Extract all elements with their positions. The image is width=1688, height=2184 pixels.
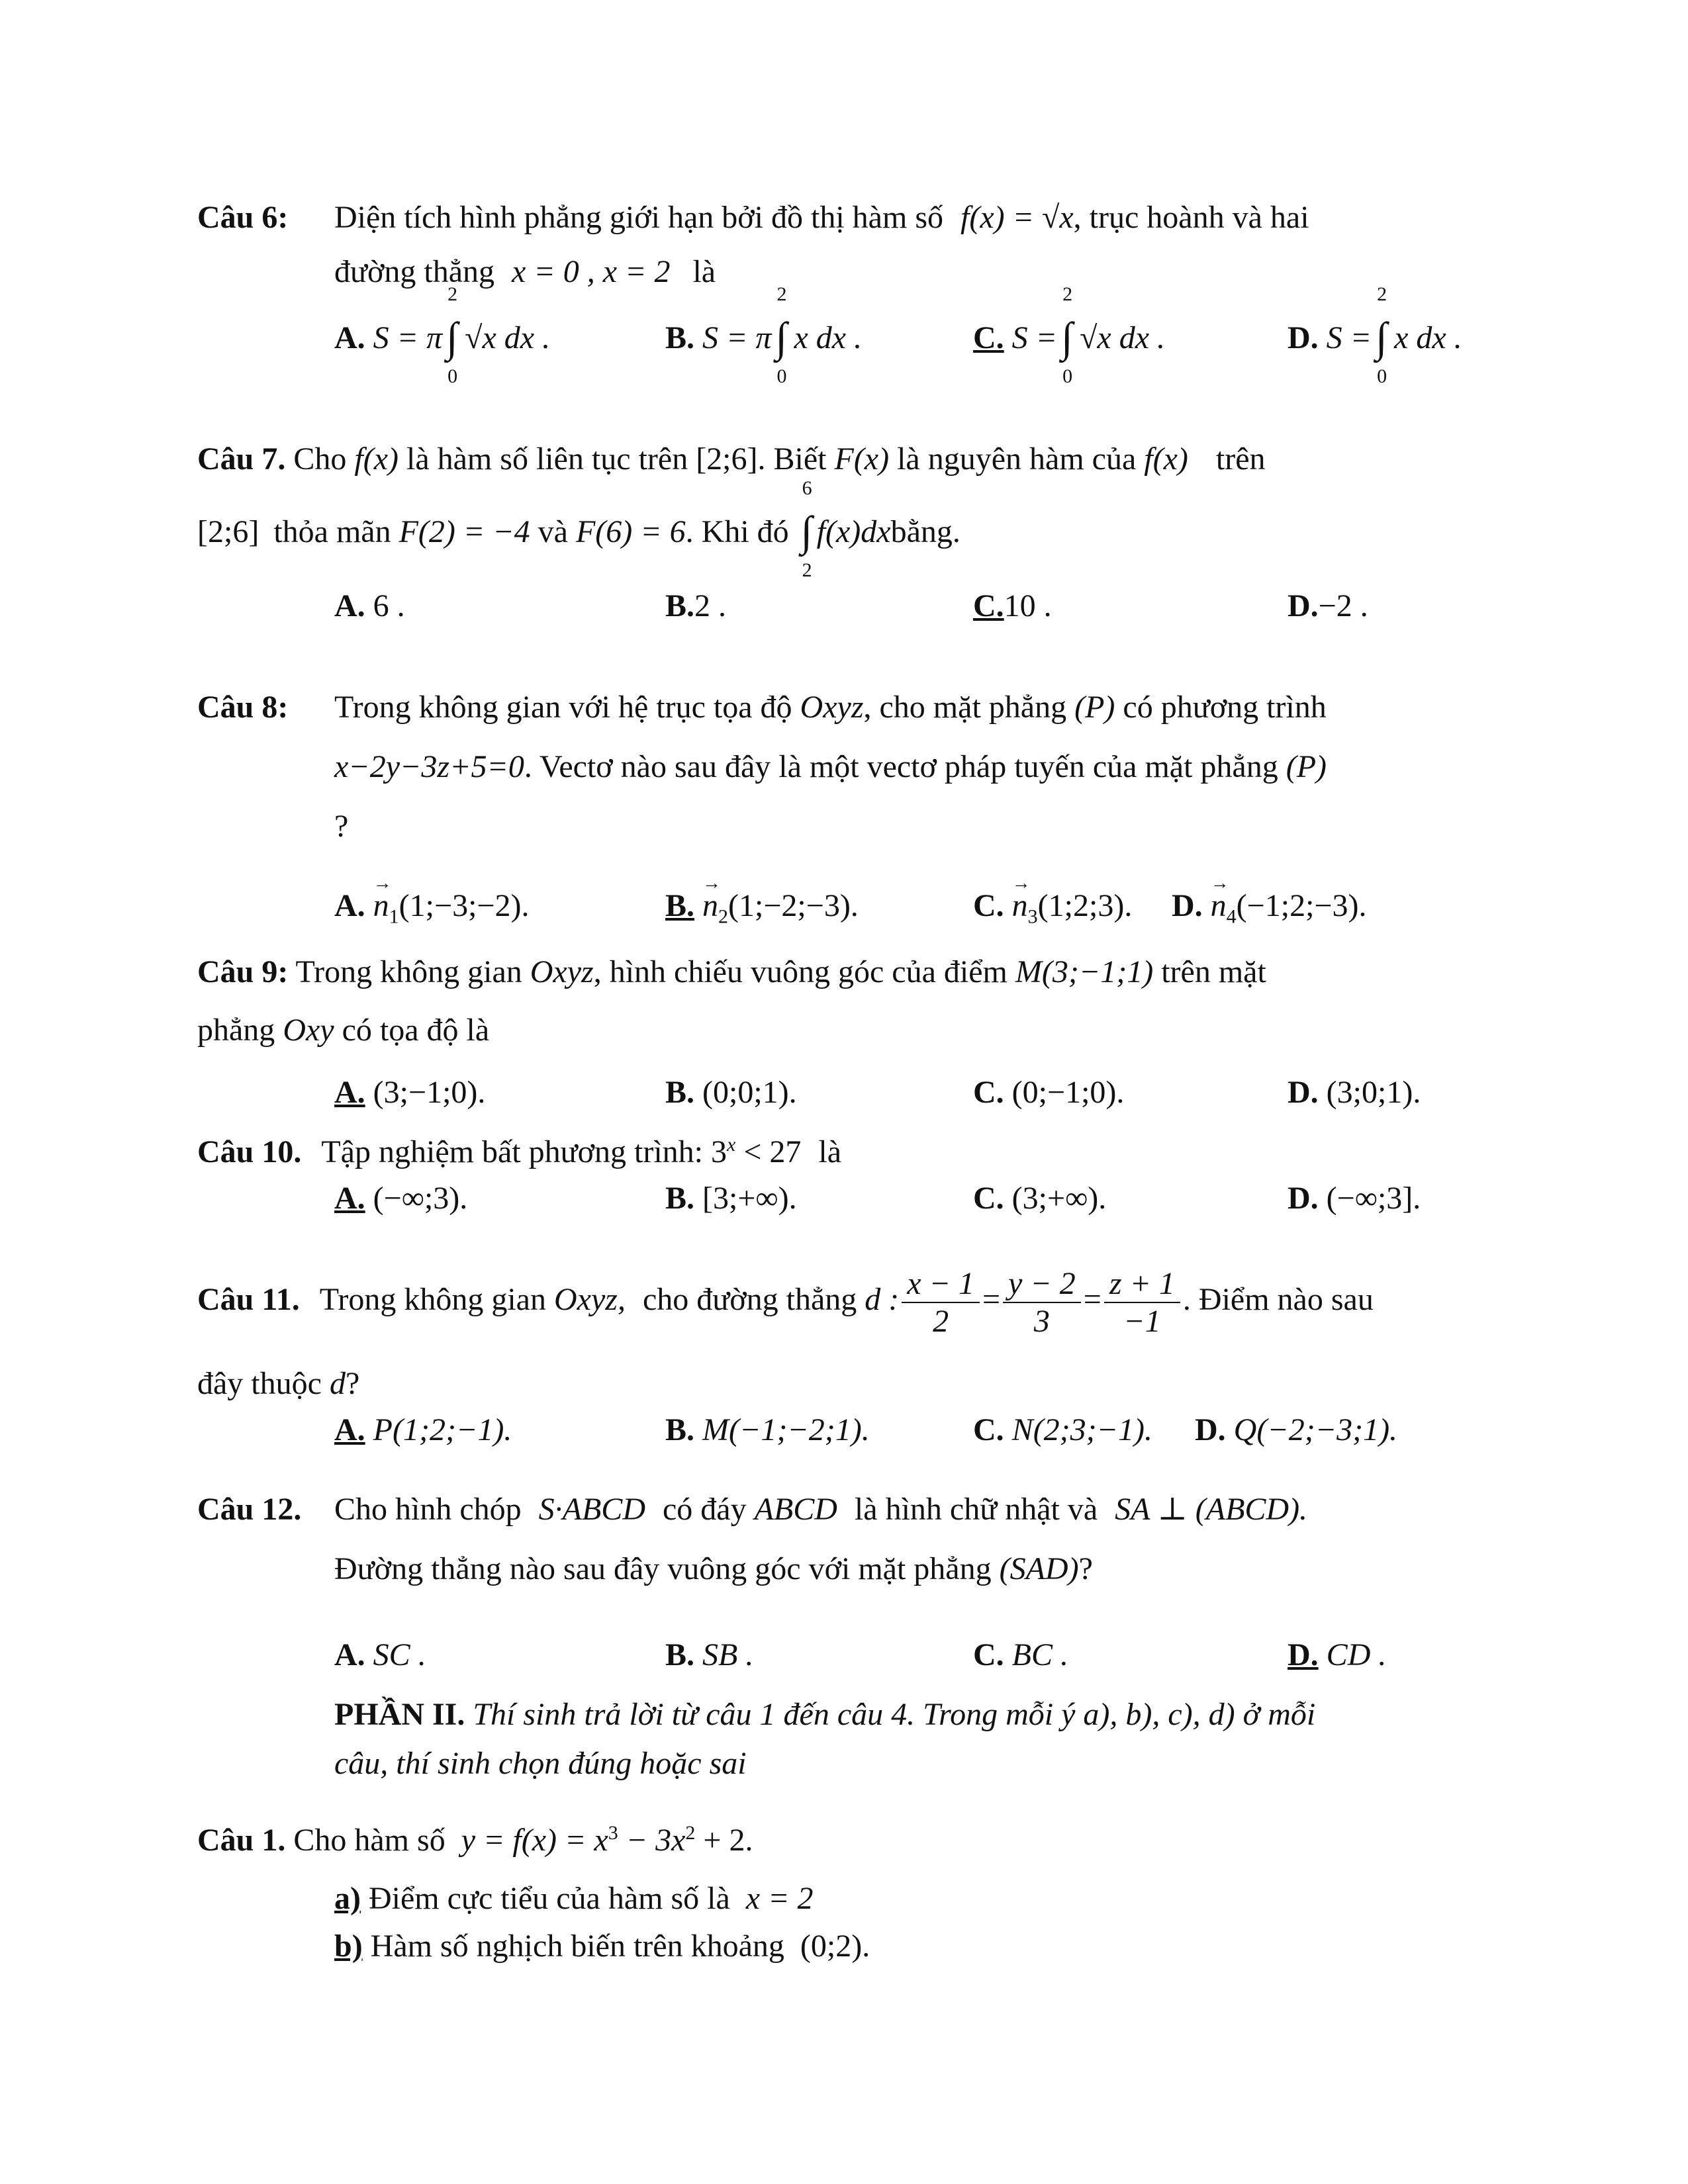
part-2-heading: PHẦN II. Thí sinh trả lời từ câu 1 đến câu 4. Trong mỗi ý a), b), c), d) ở mỗi bbox=[334, 1697, 1316, 1732]
question-12-line2: Đường thẳng nào sau đây vuông góc với mặt phẳng (SAD)? bbox=[334, 1551, 1093, 1586]
option-b[interactable]: B.2 . bbox=[665, 588, 727, 623]
question-stem: Diện tích hình phẳng giới hạn bởi đồ thị hàm số f(x) = √x, trục hoành và hai bbox=[334, 200, 1309, 235]
option-c[interactable]: C. (0;−1;0). bbox=[973, 1075, 1125, 1110]
option-d[interactable]: D. → $n_4(-1;2;-3)$. bbox=[1172, 887, 1366, 929]
question-10: Câu 10. Tập nghiệm bất phương trình: 3$^x$ < 27 là bbox=[197, 1134, 842, 1169]
option-d[interactable]: D. (−∞;3]. bbox=[1288, 1181, 1421, 1216]
option-a[interactable]: A. (3;−1;0). bbox=[334, 1075, 486, 1110]
question-9-line2: phẳng Oxy có tọa độ là bbox=[197, 1013, 490, 1048]
q6-options bbox=[334, 283, 1489, 387]
q12-options bbox=[334, 1636, 1489, 1682]
option-b[interactable]: B. (0;0;1). bbox=[665, 1075, 797, 1110]
option-d[interactable]: D. (3;0;1). bbox=[1288, 1075, 1421, 1110]
q11-options bbox=[334, 1411, 1489, 1457]
question-8: Câu 8: Trong không gian với hệ trục tọa độ Oxyz, cho mặt phẳng (P) có phương trình bbox=[197, 690, 1327, 725]
option-a[interactable]: A. SC . bbox=[334, 1637, 426, 1672]
option-a[interactable]: A. P(1;2;−1). bbox=[334, 1412, 512, 1447]
q7-options bbox=[334, 587, 1489, 633]
option-c[interactable]: C. → $n_3(1;2;3)$. bbox=[973, 887, 1132, 929]
option-d[interactable]: D. CD . bbox=[1288, 1637, 1387, 1672]
exam-page: Câu 6: Diện tích hình phẳng giới hạn bởi đồ thị hàm số f(x) = √x, trục hoành và hai đường thẳng x = 0 , x = 2 là A. S = π 2 ∫ 0 √x dx . B. S = π 2 ∫ 0 x dx . C. S = 2 ∫ 0 √x dx . D. S = 2 ∫ 0 x dx . Câu 7. Cho f(x) là hàm số liên tục trên [2;6]. Biết F(x) là nguyên hàm của f(x) trên [2;6] thỏa mãn F(2) = −4 và F(6) = 6. Khi đó 6 ∫ 2 f(x)dxbằng. A. 6 . B.2 . C.10 . D.−2 . Câu 8: Trong không gian với hệ trục tọa độ Oxyz, cho mặt phẳng (P) có phương trình x−2y−3z+5=0. Vectơ nào sau đây là một vectơ pháp tuyến của mặt phẳng (P) ? A. → $n_1(1;-3;-2)$. B. → $n_2(1;-2;-3)$. C. → $n_3(1;2;3)$. D. → $n_4(-1;2;-3)$. Câu 9: Trong không gian Oxyz, hình chiếu vuông góc của điểm M(3;−1;1) trên mặt phẳng Oxy có tọa độ là A. (3;−1;0). B. (0;0;1). C. (0;−1;0). D. (3;0;1). Câu 10. Tập nghiệm bất phương trình: 3$^x$ < 27 là A. (−∞;3). B. [3;+∞). C. (3;+∞). D. (−∞;3]. Câu 11. Trong không gian Oxyz, cho đường thẳng d : $\frac{x - 1}{2}$ = $\frac{y - 2}{3}$ = $\frac{z + 1}{-1}$ . Điểm nào sau đây thuộc d? A. P(1;2;−1). B. M(−1;−2;1). C. N(2;3;−1). D. Q(−2;−3;1). Câu 12. Cho hình chóp S·ABCD có đáy ABCD là hình chữ nhật và SA ⊥ (ABCD). Đường thẳng nào sau đây vuông góc với mặt phẳng (SAD)? A. SC . B. SB . C. BC . D. CD . PHẦN II. Thí sinh trả lời từ câu 1 đến câu 4. Trong mỗi ý a), b), c), d) ở mỗi câu, thí sinh chọn đúng hoặc sai Câu 1. Cho hàm số $y = f(x) = x^3 - 3x^2 + 2$. a) Điểm cực tiểu của hàm số là x = 2 b) Hàm số nghịch biến trên khoảng (0;2). bbox=[0, 0, 1688, 2184]
question-12: Câu 12. Cho hình chóp S·ABCD có đáy ABCD là hình chữ nhật và SA ⊥ (ABCD). bbox=[197, 1492, 1308, 1527]
part2-question-1: Câu 1. Cho hàm số $y = f(x) = x^3 - 3x^2 + 2$. bbox=[197, 1822, 753, 1858]
option-a[interactable]: A. 6 . bbox=[334, 588, 405, 623]
question-11: Câu 11. Trong không gian Oxyz, cho đường thẳng d : $\frac{x - 1}{2}$ = $\frac{y - 2}{3}$ = $\frac{z + 1}{-1}$ . Điểm nào sau bbox=[197, 1266, 1374, 1340]
part-2-description: câu, thí sinh chọn đúng hoặc sai bbox=[334, 1746, 747, 1781]
q9-options bbox=[334, 1073, 1489, 1120]
option-a[interactable]: A. S = π 2 ∫ 0 √x dx . bbox=[334, 283, 551, 387]
option-c[interactable]: C. BC . bbox=[973, 1637, 1069, 1672]
question-11-line2: đây thuộc d? bbox=[197, 1366, 360, 1401]
statement-b[interactable]: b) Hàm số nghịch biến trên khoảng (0;2). bbox=[334, 1929, 870, 1964]
option-b[interactable]: B. SB . bbox=[665, 1637, 754, 1672]
q10-options bbox=[334, 1179, 1489, 1226]
option-b[interactable]: B. S = π 2 ∫ 0 x dx . bbox=[665, 283, 863, 387]
option-d[interactable]: D.−2 . bbox=[1288, 588, 1368, 623]
question-9: Câu 9: Trong không gian Oxyz, hình chiếu vuông góc của điểm M(3;−1;1) trên mặt bbox=[197, 954, 1266, 989]
question-8-line3: ? bbox=[334, 809, 349, 844]
q8-options bbox=[334, 887, 1489, 933]
option-a[interactable]: A. → $n_1(1;-3;-2)$. bbox=[334, 887, 529, 929]
option-c[interactable]: C. (3;+∞). bbox=[973, 1181, 1107, 1216]
question-8-line2: x−2y−3z+5=0. Vectơ nào sau đây là một vectơ pháp tuyến của mặt phẳng (P) bbox=[334, 749, 1327, 784]
option-b[interactable]: B. M(−1;−2;1). bbox=[665, 1412, 870, 1447]
option-b[interactable]: B. [3;+∞). bbox=[665, 1181, 797, 1216]
question-7: Câu 7. Cho f(x) là hàm số liên tục trên [2;6]. Biết F(x) là nguyên hàm của f(x) trên bbox=[197, 441, 1266, 477]
option-d[interactable]: D. S = 2 ∫ 0 x dx . bbox=[1288, 283, 1462, 387]
option-a[interactable]: A. (−∞;3). bbox=[334, 1181, 468, 1216]
question-label: Câu 6: bbox=[197, 200, 289, 235]
option-b[interactable]: B. → $n_2(1;-2;-3)$. bbox=[665, 887, 859, 929]
option-c[interactable]: C. N(2;3;−1). bbox=[973, 1412, 1153, 1447]
option-c[interactable]: C. S = 2 ∫ 0 √x dx . bbox=[973, 283, 1166, 387]
question-7-line2: [2;6] thỏa mãn F(2) = −4 và F(6) = 6. Khi đó 6 ∫ 2 f(x)dxbằng. bbox=[197, 477, 961, 581]
statement-a[interactable]: a) Điểm cực tiểu của hàm số là x = 2 bbox=[334, 1881, 814, 1916]
option-c[interactable]: C.10 . bbox=[973, 588, 1052, 623]
option-d[interactable]: D. Q(−2;−3;1). bbox=[1195, 1412, 1398, 1447]
